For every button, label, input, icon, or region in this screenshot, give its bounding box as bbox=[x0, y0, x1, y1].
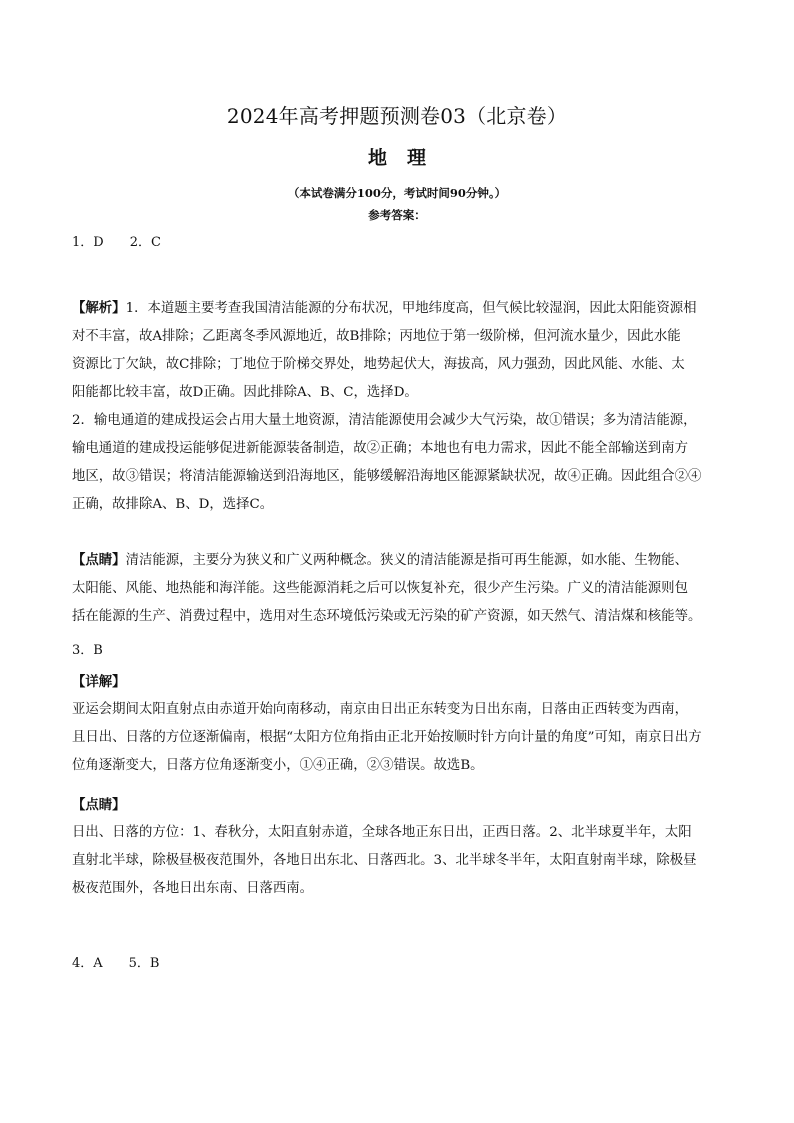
analysis-block-1-2 bbox=[72, 294, 722, 519]
point-3-tag: 【点睛】 bbox=[72, 797, 126, 813]
analysis-tag: 【解析】 bbox=[72, 300, 126, 316]
point-3-line-3: 极夜范围外，各地日出东南、日落西南。 bbox=[72, 881, 314, 896]
subject-heading: 地理 bbox=[367, 147, 446, 169]
answer-line-3 bbox=[72, 637, 722, 665]
analysis-line-8: 正确，故排除A、B、D，选择C。 bbox=[72, 497, 274, 512]
exam-note: （本试卷满分100分，考试时间90分钟。） bbox=[287, 186, 507, 200]
answer-3: 3．B bbox=[72, 643, 103, 658]
detail-line-3: 位角逐渐变大，日落方位角逐渐变小，①④正确，②③错误。故选B。 bbox=[72, 758, 484, 773]
point-block-1-2 bbox=[72, 546, 722, 631]
answer-line-1-2 bbox=[72, 229, 722, 257]
detail-line-1: 亚运会期间太阳直射点由赤道开始向南移动，南京由日出正东转变为日出东南，日落由正西转变为西南， bbox=[72, 702, 688, 717]
answers-1-2: 1．D 2．C bbox=[72, 235, 161, 250]
point-3-line-2: 直射北半球，除极昼极夜范围外，各地日出东北、日落西北。3、北半球冬半年，太阳直射南半球，除极昼 bbox=[72, 853, 697, 868]
point-line-3: 括在能源的生产、消费过程中，选用对生态环境低污染或无污染的矿产资源，如天然气、清洁煤和核能等。 bbox=[72, 609, 702, 624]
analysis-line-3: 资源比丁欠缺，故C排除；丁地位于阶梯交界处，地势起伏大，海拔高，风力强劲，因此风能、水能、太 bbox=[72, 357, 685, 372]
analysis-line-7: 地区，故③错误；将清洁能源输送到沿海地区，能够缓解沿海地区能源紧缺状况，故④正确。因此组合②④ bbox=[72, 469, 702, 484]
detail-block-3 bbox=[72, 668, 722, 780]
detail-line-2: 且日出、日落的方位逐渐偏南，根据“太阳方位角指由正北开始按顺时针方向计量的角度”可知，南京日出方 bbox=[72, 730, 702, 745]
answer-line-4-5 bbox=[72, 950, 722, 978]
answer-heading: 参考答案： bbox=[368, 208, 426, 222]
analysis-line-6: 输电通道的建成投运能够促进新能源装备制造，故②正确；本地也有电力需求，因此不能全部输送到南方 bbox=[72, 441, 688, 456]
analysis-line-5: 2．输电通道的建成投运会占用大量土地资源，清洁能源使用会减少大气污染，故①错误；多为清洁能源， bbox=[72, 413, 697, 428]
analysis-line-4: 阳能都比较丰富，故D正确。因此排除A、B、C，选择D。 bbox=[72, 385, 418, 400]
point-line-1: 【点睛】清洁能源，主要分为狭义和广义两种概念。狭义的清洁能源是指可再生能源，如水能、生物能、 bbox=[72, 552, 688, 568]
point-tag: 【点睛】 bbox=[72, 552, 126, 568]
point-block-3 bbox=[72, 791, 722, 903]
point-line-2: 太阳能、风能、地热能和海洋能。这些能源消耗之后可以恢复补充，很少产生污染。广义的清洁能源则包 bbox=[72, 581, 688, 596]
analysis-line-2: 对不丰富，故A排除；乙距离冬季风源地近，故B排除；丙地位于第一级阶梯，但河流水量少，因此水能 bbox=[72, 329, 681, 344]
exam-title: 2024年高考押题预测卷03（北京卷） bbox=[226, 104, 568, 128]
detail-tag: 【详解】 bbox=[72, 674, 126, 690]
analysis-line-1: 【解析】1．本道题主要考查我国清洁能源的分布状况，甲地纬度高，但气候比较湿润，因此太阳能资源相 bbox=[72, 300, 697, 316]
answers-4-5: 4．A 5．B bbox=[72, 956, 160, 971]
point-3-line-1: 日出、日落的方位：1、春秋分，太阳直射赤道，全球各地正东日出，正西日落。2、北半球夏半年，太阳 bbox=[72, 825, 692, 840]
